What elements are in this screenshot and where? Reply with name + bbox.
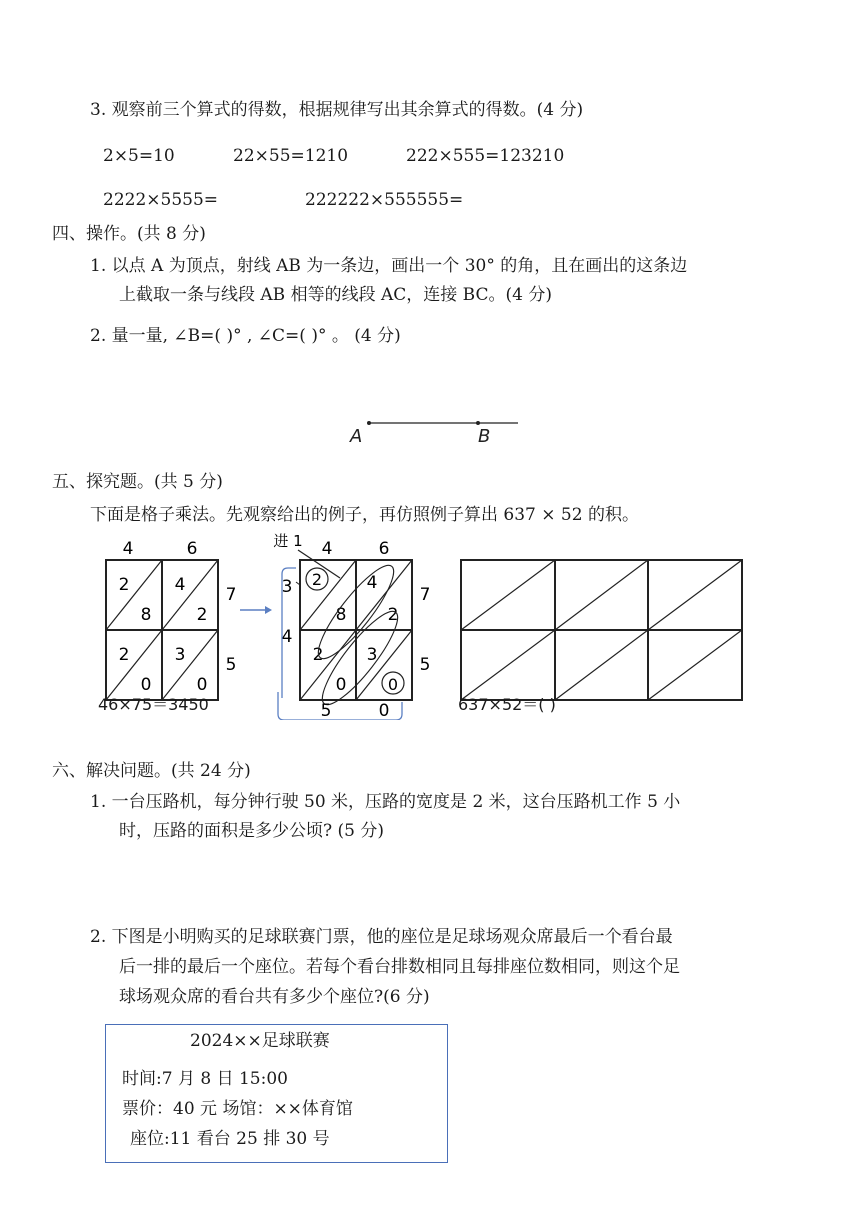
ex2-bottom-digit: 0 [378,701,390,720]
ex2-cell-digit: 8 [335,605,347,625]
sec5-heading: 五、探究题。(共 5 分) [52,472,223,492]
point-b [476,421,480,425]
q3-eq4: 2222×5555= [103,190,219,210]
sec6-q1-line1: 1. 一台压路机，每分钟行驶 50 米，压路的宽度是 2 米，这台压路机工作 5 小 [90,792,681,812]
ex2-cell-digit: 2 [312,645,324,665]
q3-eq5: 222222×555555= [305,190,464,210]
ex1-cell-digit: 2 [118,575,130,595]
ex2-circled-digit: 0 [387,675,399,694]
blank-equation: 637×52＝( ) [458,695,556,714]
ray-diagram [0,0,860,460]
sec6-q2-line3: 球场观众席的看台共有多少个座位?(6 分) [119,987,430,1007]
lattice-figure [0,530,860,720]
ex1-right-digit: 7 [225,585,237,605]
ex1-cell-digit: 4 [174,575,186,595]
example1-equation: 46×75＝3450 [98,695,209,714]
ex2-left-digit: 4 [281,627,293,647]
sec4-heading: 四、操作。(共 8 分) [52,224,206,244]
sec6-heading: 六、解决问题。(共 24 分) [52,761,251,781]
point-a [367,421,371,425]
ex1-cell-digit: 3 [174,645,186,665]
ex2-carry: 进 1 [273,532,303,550]
ex2-cell-digit: 3 [366,645,378,665]
ex1-cell-digit: 2 [196,605,208,625]
ex2-cell-digit: 0 [335,675,347,695]
blank-lattice [461,560,742,700]
label-b: B [478,426,491,447]
arrow-head-icon [265,606,272,614]
ex1-cell-digit: 0 [140,675,152,695]
example1-grid [106,539,236,700]
ex2-left-digit: 3 [281,577,293,597]
ex1-top-digit: 4 [122,539,134,559]
ex2-bottom-digit: 5 [320,701,332,720]
sec4-q2: 2. 量一量, ∠B=( )° , ∠C=( )° 。 (4 分) [90,326,401,346]
label-a: A [350,426,363,447]
sec6-q2-line1: 2. 下图是小明购买的足球联赛门票，他的座位是足球场观众席最后一个看台最 [90,927,673,947]
ex1-top-digit: 6 [186,539,198,559]
sec4-q1-line1: 1. 以点 A 为顶点，射线 AB 为一条边，画出一个 30° 的角，且在画出的这条边 [90,256,688,276]
q3-title: 3. 观察前三个算式的得数，根据规律写出其余算式的得数。(4 分) [90,100,584,120]
ticket-box [105,1024,448,1163]
q3-eq2: 22×55=1210 [233,146,349,166]
ticket-seat: 座位:11 看台 25 排 30 号 [130,1129,330,1149]
q3-eq1: 2×5=10 [103,146,175,166]
ex2-cell-digit: 2 [387,605,399,625]
ex2-cell-digit: 4 [366,573,378,593]
q3-eq3: 222×555=123210 [406,146,565,166]
ex1-right-digit: 5 [225,655,237,675]
sec4-q1-line2: 上截取一条与线段 AB 相等的线段 AC，连接 BC。(4 分) [119,285,552,305]
ticket-title: 2024××足球联赛 [190,1031,330,1051]
ex2-top-digit: 4 [321,539,333,559]
sec6-q2-line2: 后一排的最后一个座位。若每个看台排数相同且每排座位数相同，则这个足 [119,957,680,977]
sec5-intro: 下面是格子乘法。先观察给出的例子，再仿照例子算出 637 × 52 的积。 [90,505,639,525]
ticket-time: 时间:7 月 8 日 15:00 [122,1069,288,1089]
ex2-right-digit: 5 [419,655,431,675]
ex2-top-digit: 6 [378,539,390,559]
example2-grid [273,532,430,720]
sec6-q1-line2: 时，压路的面积是多少公顷? (5 分) [119,821,385,841]
ex2-circled-digit: 2 [311,570,323,589]
ex1-cell-digit: 8 [140,605,152,625]
ex1-cell-digit: 0 [196,675,208,695]
ticket-price-venue: 票价：40 元 场馆：××体育馆 [122,1099,353,1119]
ex2-right-digit: 7 [419,585,431,605]
ex1-cell-digit: 2 [118,645,130,665]
